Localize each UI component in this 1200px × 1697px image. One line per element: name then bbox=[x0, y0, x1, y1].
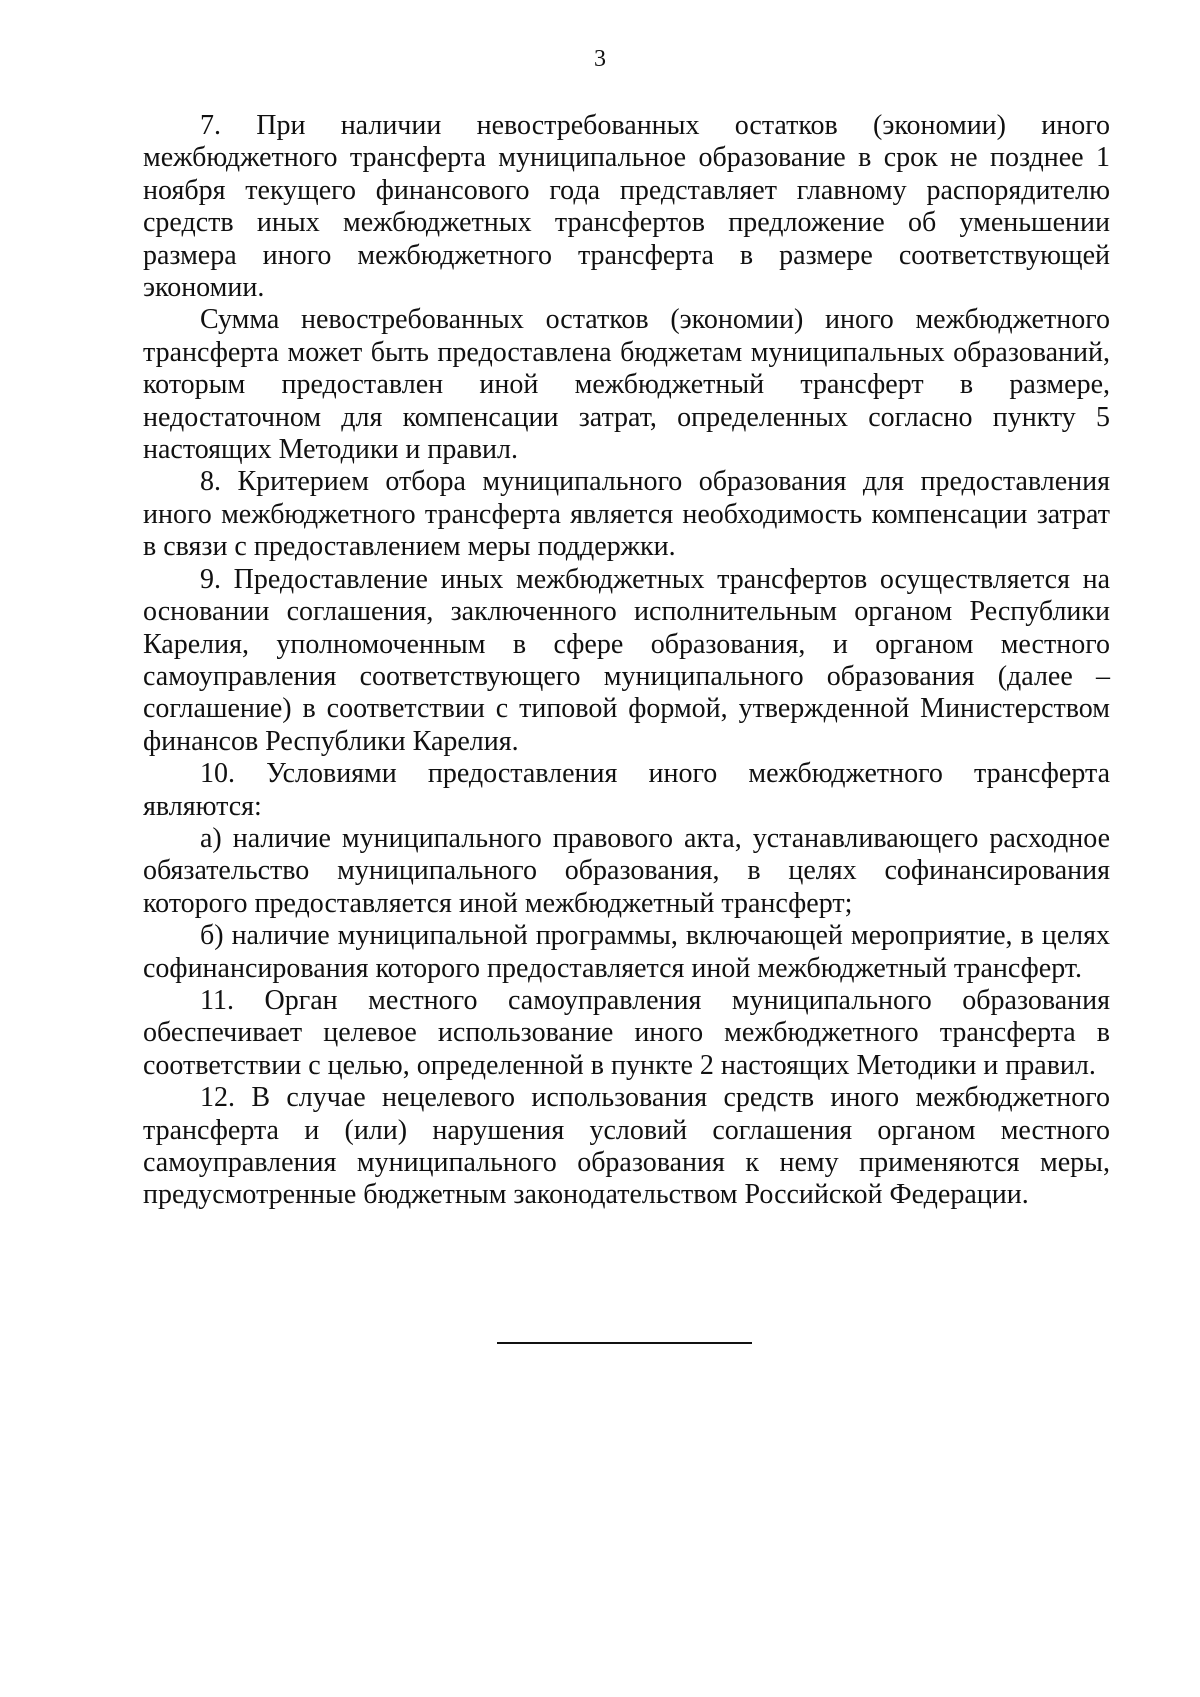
paragraph-savings-redistribution: Сумма невостребованных остатков (экономии) иного межбюджетного трансферта может быть предоставлена бюджетам муниципальных образований, которым предоставлен иной межбюджетный трансферт в размере, недостаточном для компенсации затрат, определенных согласно пункту 5 настоящих Методики и правил. bbox=[143, 304, 1110, 466]
paragraph-10-a: а) наличие муниципального правового акта, устанавливающего расходное обязательство муниципального образования, в целях софинансирования которого предоставляется иной межбюджетный трансферт; bbox=[143, 822, 1110, 919]
paragraph-10-b: б) наличие муниципальной программы, включающей мероприятие, в целях софинансирования которого предоставляется иной межбюджетный трансферт. bbox=[143, 920, 1110, 984]
end-of-document-rule bbox=[497, 1342, 752, 1344]
document-body bbox=[143, 110, 1110, 1212]
page-number: 3 bbox=[594, 46, 606, 72]
paragraph-11: 11. Орган местного самоуправления муниципального образования обеспечивает целевое использование иного межбюджетного трансферта в соответствии с целью, определенной в пункте 2 настоящих Методики и правил. bbox=[143, 984, 1110, 1081]
paragraph-9: 9. Предоставление иных межбюджетных трансфертов осуществляется на основании соглашения, заключенного исполнительным органом Республики Карелия, уполномоченным в сфере образования, и органом местного самоуправления соответствующего муниципального образования (далее – соглашение) в соответствии с типовой формой, утвержденной Министерством финансов Республики Карелия. bbox=[143, 563, 1110, 757]
paragraph-10: 10. Условиями предоставления иного межбюджетного трансферта являются: bbox=[143, 758, 1110, 822]
paragraph-7: 7. При наличии невостребованных остатков (экономии) иного межбюджетного трансферта муниципальное образование в срок не позднее 1 ноября текущего финансового года представляет главному распорядителю средств иных межбюджетных трансфертов предложение об уменьшении размера иного межбюджетного трансферта в размере соответствующей экономии. bbox=[143, 110, 1110, 304]
paragraph-12: 12. В случае нецелевого использования средств иного межбюджетного трансферта и (или) нарушения условий соглашения органом местного самоуправления муниципального образования к нему применяются меры, предусмотренные бюджетным законодательством Российской Федерации. bbox=[143, 1082, 1110, 1211]
paragraph-8: 8. Критерием отбора муниципального образования для предоставления иного межбюджетного трансферта является необходимость компенсации затрат в связи с предоставлением меры поддержки. bbox=[143, 466, 1110, 563]
